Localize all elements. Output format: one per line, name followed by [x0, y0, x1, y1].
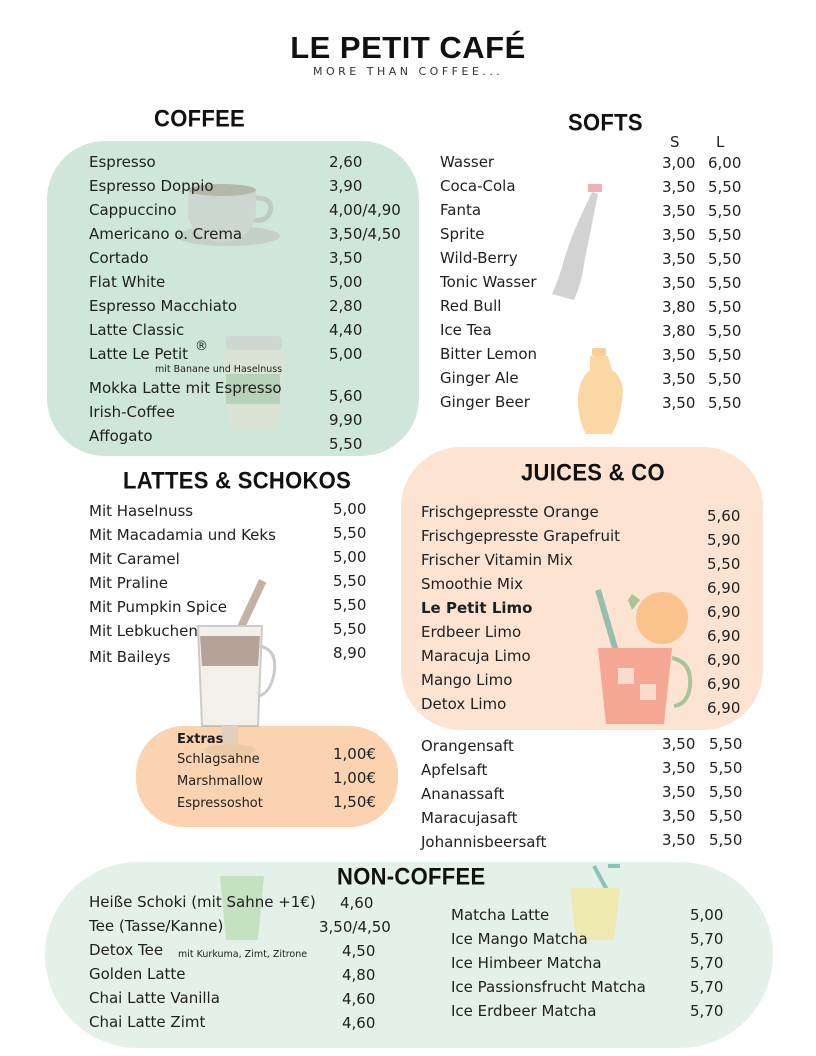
softs-col-s: S [670, 133, 680, 151]
matcha-item-name: Ice Passionsfrucht Matcha [451, 978, 646, 996]
softs-heading: SOFTS [568, 108, 643, 136]
lattes-item-price: 8,90 [333, 644, 367, 662]
softs-item-name: Ginger Beer [440, 393, 530, 411]
juices-item-name-featured: Le Petit Limo [421, 599, 533, 617]
coffee-heading: COFFEE [154, 104, 246, 132]
softs-item-s: 3,50 [662, 346, 696, 364]
juice-item-name: Maracujasaft [421, 809, 518, 827]
softs-item-l: 5,50 [708, 394, 742, 412]
juices-heading: JUICES & CO [521, 458, 665, 486]
lemonade-glass-icon [588, 588, 698, 728]
lattes-item-name: Mit Haselnuss [89, 502, 194, 520]
extras-heading: Extras [177, 732, 224, 747]
matcha-item-price: 5,70 [690, 978, 724, 996]
coffee-item-name: Espresso [89, 153, 156, 171]
juices-item-price: 6,90 [707, 699, 741, 717]
softs-item-l: 6,00 [708, 154, 742, 172]
juice-item-s: 3,50 [662, 807, 696, 825]
coffee-item-price: 4,00/4,90 [329, 201, 401, 219]
extras-item-price: 1,50€ [333, 793, 376, 811]
softs-item-s: 3,50 [662, 274, 696, 292]
juices-item-name: Frischgepresste Grapefruit [421, 527, 621, 545]
juice-item-s: 3,50 [662, 831, 696, 849]
juices-item-price: 5,60 [707, 507, 741, 525]
softs-item-name: Fanta [440, 201, 482, 219]
softs-item-l: 5,50 [708, 370, 742, 388]
noncoffee-item-price: 4,60 [342, 1014, 376, 1032]
softs-item-name: Wasser [440, 153, 495, 171]
coffee-item-price: 3,50/4,50 [329, 225, 401, 243]
cafe-title: LE PETIT CAFÉ [290, 30, 526, 65]
juice-item-l: 5,50 [709, 735, 743, 753]
softs-item-s: 3,50 [662, 202, 696, 220]
softs-item-l: 5,50 [708, 226, 742, 244]
lattes-item-name: Mit Praline [89, 574, 168, 592]
soda-bottle-icon [548, 182, 608, 302]
softs-item-l: 5,50 [708, 250, 742, 268]
juices-item-name: Erdbeer Limo [421, 623, 522, 641]
juice-item-l: 5,50 [709, 759, 743, 777]
coffee-item-name: Irish-Coffee [89, 403, 175, 421]
softs-item-name: Ginger Ale [440, 369, 519, 387]
coffee-item-price: 2,60 [329, 153, 363, 171]
softs-item-name: Ice Tea [440, 321, 492, 339]
lattes-item-name: Mit Lebkuchen [89, 622, 198, 640]
lattes-item-name: Mit Baileys [89, 648, 171, 666]
lattes-item-price: 5,00 [333, 500, 367, 518]
coffee-item-price: 5,60 [329, 387, 363, 405]
matcha-item-name: Matcha Latte [451, 906, 550, 924]
juice-item-name: Johannisbeersaft [421, 833, 547, 851]
coffee-item-price: 9,90 [329, 411, 363, 429]
juices-item-name: Smoothie Mix [421, 575, 524, 593]
noncoffee-item-price: 3,50/4,50 [319, 918, 391, 936]
lattes-item-price: 5,50 [333, 572, 367, 590]
extras-item-name: Espressoshot [177, 796, 263, 811]
coffee-item-price: 4,40 [329, 321, 363, 339]
lattes-item-price: 5,00 [333, 548, 367, 566]
detox-tee-note: mit Kurkuma, Zimt, Zitrone [178, 949, 308, 960]
softs-item-l: 5,50 [708, 322, 742, 340]
softs-item-s: 3,80 [662, 322, 696, 340]
coffee-item-price: 3,50 [329, 249, 363, 267]
juice-item-name: Apfelsaft [421, 761, 488, 779]
softs-item-name: Coca-Cola [440, 177, 516, 195]
juices-item-price: 5,50 [707, 555, 741, 573]
extras-item-name: Schlagsahne [177, 752, 260, 767]
juices-item-name: Frischer Vitamin Mix [421, 551, 573, 569]
softs-item-name: Red Bull [440, 297, 502, 315]
juices-item-price: 6,90 [707, 651, 741, 669]
juices-item-name: Detox Limo [421, 695, 507, 713]
juices-item-price: 5,90 [707, 531, 741, 549]
softs-item-s: 3,00 [662, 154, 696, 172]
extras-item-name: Marshmallow [177, 774, 263, 789]
coffee-item-name: Cortado [89, 249, 149, 267]
extras-item-price: 1,00€ [333, 769, 376, 787]
coffee-item-name: Espresso Doppio [89, 177, 214, 195]
coffee-item-name: Flat White [89, 273, 166, 291]
noncoffee-heading: NON-COFFEE [337, 862, 486, 890]
juices-item-name: Frischgepresste Orange [421, 503, 599, 521]
lattes-item-name: Mit Macadamia und Keks [89, 526, 276, 544]
coffee-item-price: 3,90 [329, 177, 363, 195]
lattes-item-name: Mit Caramel [89, 550, 180, 568]
juice-item-s: 3,50 [662, 759, 696, 777]
softs-item-l: 5,50 [708, 298, 742, 316]
coffee-item-name: Cappuccino [89, 201, 177, 219]
softs-item-s: 3,50 [662, 226, 696, 244]
softs-item-s: 3,50 [662, 178, 696, 196]
noncoffee-item-price: 4,50 [342, 942, 376, 960]
juice-item-name: Ananassaft [421, 785, 505, 803]
juice-item-name: Orangensaft [421, 737, 514, 755]
noncoffee-item-name: Chai Latte Vanilla [89, 989, 220, 1007]
lattes-item-price: 5,50 [333, 620, 367, 638]
juices-item-price: 6,90 [707, 675, 741, 693]
noncoffee-item-name: Tee (Tasse/Kanne) [89, 917, 224, 935]
juices-item-price: 6,90 [707, 627, 741, 645]
coffee-item-name: Affogato [89, 427, 153, 445]
juices-item-price: 6,90 [707, 603, 741, 621]
juices-item-name: Mango Limo [421, 671, 513, 689]
softs-item-l: 5,50 [708, 346, 742, 364]
softs-item-name: Bitter Lemon [440, 345, 538, 363]
coffee-item-price: 5,00 [329, 273, 363, 291]
noncoffee-item-name: Heiße Schoki (mit Sahne +1€) [89, 893, 316, 911]
noncoffee-item-price: 4,80 [342, 966, 376, 984]
matcha-item-price: 5,70 [690, 930, 724, 948]
matcha-item-price: 5,70 [690, 954, 724, 972]
coffee-item-name: Mokka Latte mit Espresso [89, 379, 282, 397]
matcha-item-name: Ice Mango Matcha [451, 930, 588, 948]
noncoffee-item-name: Golden Latte [89, 965, 186, 983]
juices-item-name: Maracuja Limo [421, 647, 531, 665]
softs-item-name: Sprite [440, 225, 485, 243]
coffee-item-name: Espresso Macchiato [89, 297, 238, 315]
lattes-item-name: Mit Pumpkin Spice [89, 598, 227, 616]
coffee-item-price: 5,00 [329, 345, 363, 363]
matcha-item-price: 5,70 [690, 1002, 724, 1020]
noncoffee-item-price: 4,60 [340, 894, 374, 912]
registered-mark: ® [195, 339, 208, 354]
matcha-item-name: Ice Himbeer Matcha [451, 954, 602, 972]
softs-item-s: 3,50 [662, 370, 696, 388]
lattes-heading: LATTES & SCHOKOS [123, 466, 352, 494]
lattes-item-price: 5,50 [333, 524, 367, 542]
coffee-item-price: 5,50 [329, 435, 363, 453]
matcha-item-name: Ice Erdbeer Matcha [451, 1002, 597, 1020]
noncoffee-item-name: Detox Tee [89, 941, 164, 959]
coffee-item-price: 2,80 [329, 297, 363, 315]
softs-col-l: L [716, 133, 725, 151]
juice-item-l: 5,50 [709, 831, 743, 849]
juice-item-s: 3,50 [662, 735, 696, 753]
juice-item-l: 5,50 [709, 807, 743, 825]
coffee-item-name: Americano o. Crema [89, 225, 243, 243]
softs-item-l: 5,50 [708, 178, 742, 196]
noncoffee-item-price: 4,60 [342, 990, 376, 1008]
juice-item-s: 3,50 [662, 783, 696, 801]
coffee-item-name: Latte Classic [89, 321, 185, 339]
softs-item-s: 3,80 [662, 298, 696, 316]
softs-item-s: 3,50 [662, 394, 696, 412]
softs-item-l: 5,50 [708, 202, 742, 220]
softs-item-name: Wild-Berry [440, 249, 518, 267]
juice-item-l: 5,50 [709, 783, 743, 801]
noncoffee-item-name: Chai Latte Zimt [89, 1013, 206, 1031]
softs-item-l: 5,50 [708, 274, 742, 292]
matcha-item-price: 5,00 [690, 906, 724, 924]
soda-bottle-orange-icon [572, 346, 632, 438]
softs-item-name: Tonic Wasser [440, 273, 537, 291]
lattes-item-price: 5,50 [333, 596, 367, 614]
coffee-item-name: Latte Le Petit [89, 345, 189, 363]
cafe-subtitle: MORE THAN COFFEE... [313, 65, 504, 78]
softs-item-s: 3,50 [662, 250, 696, 268]
extras-item-price: 1,00€ [333, 745, 376, 763]
juices-item-price: 6,90 [707, 579, 741, 597]
latte-le-petit-note: mit Banane und Haselnuss [155, 364, 283, 375]
